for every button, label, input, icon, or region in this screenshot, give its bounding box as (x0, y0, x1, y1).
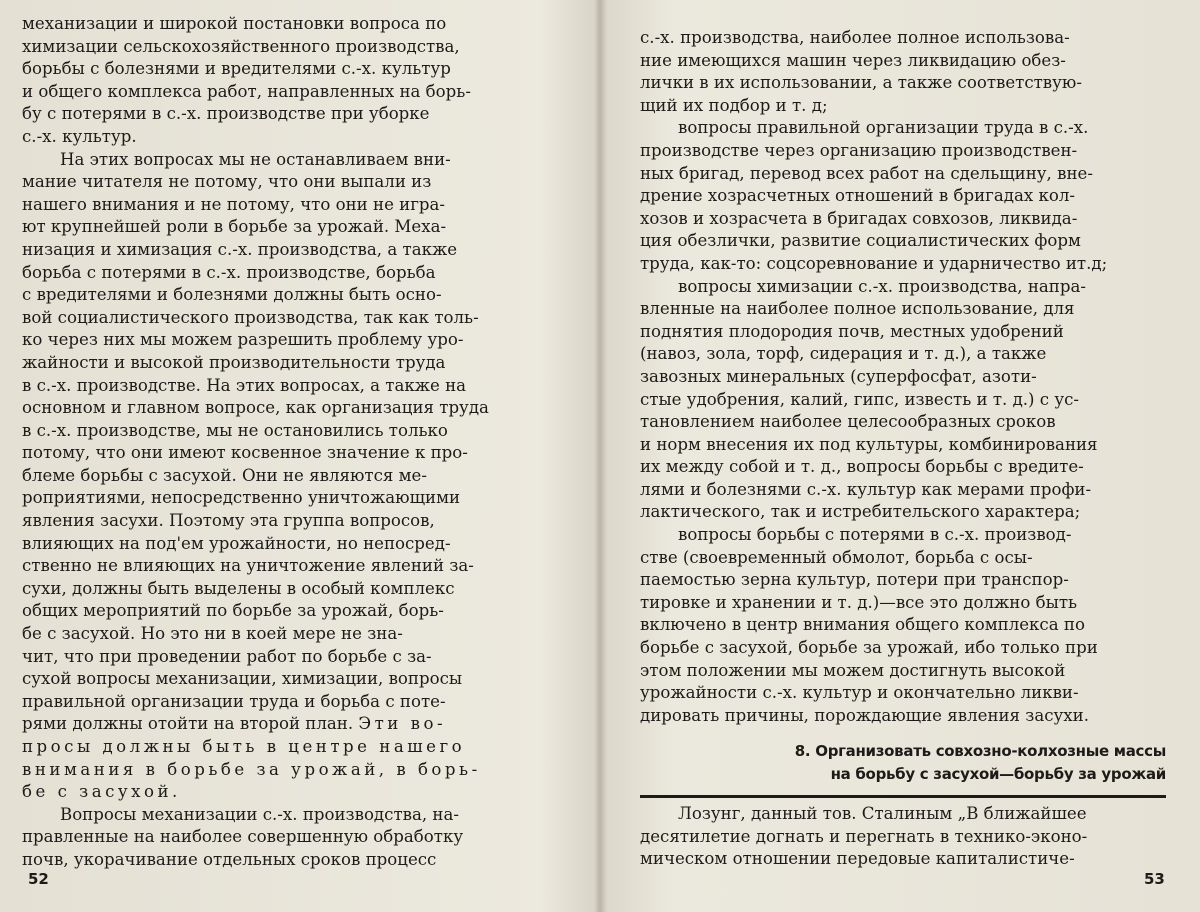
text-line-spaced: просы должны быть в центре нашего (22, 737, 466, 756)
section-rule (640, 795, 1166, 798)
text-line: ют крупнейшей роли в борьбе за урожай. Меха- (22, 217, 447, 237)
spaced-emphasis: Эти во- (358, 714, 447, 734)
text-line: с.-х. производства, наиболее полное использова- (640, 28, 1070, 47)
text-line: тировке и хранении и т. д.)—все это должно быть (640, 592, 1078, 612)
text-line: хозов и хозрасчета в бригадах совхозов, ликвида- (640, 208, 1078, 228)
text-line: в с.-х. производстве. На этих вопросах, а также на (22, 375, 467, 395)
text-line: блеме борьбы с засухой. Они не являются ме- (22, 465, 427, 485)
text-line: включено в центр внимания общего комплекса по (640, 615, 1085, 635)
text-line: правленные на наиболее совершенную обработку (22, 827, 464, 847)
text-line: чит, что при проведении работ по борьбе с за- (22, 646, 432, 666)
right-page-text (640, 27, 1164, 727)
text-line: с.-х. культур. (22, 126, 137, 146)
section-heading-line: на борьбу с засухой—борьбу за урожай (830, 765, 1166, 783)
text-line: (навоз, зола, торф, сидерация и т. д.), а также (640, 344, 1047, 364)
text-line: ственно не влияющих на уничтожение явлений за- (22, 556, 474, 576)
text-line: щий их подбор и т. д; (640, 95, 828, 115)
text-line: явления засухи. Поэтому эта группа вопросов, (22, 511, 435, 531)
text-line: правильной организации труда и борьба с поте- (22, 691, 446, 711)
right-page-lower-text (640, 803, 1164, 871)
text-line: в с.-х. производстве, мы не остановились только (22, 420, 448, 440)
text-line: лички в их использовании, а также соответствую- (640, 73, 1082, 93)
text-line: роприятиями, непосредственно уничтожающими (22, 488, 461, 508)
text-line: ние имеющихся машин через ликвидацию обез- (640, 50, 1066, 70)
text-line: нашего внимания и не потому, что они не игра- (22, 194, 446, 214)
section-heading (646, 740, 1166, 786)
text-line: вленные на наиболее полное использование, для (640, 299, 1075, 319)
text-line: лактического, так и истребительского характера; (640, 502, 1081, 522)
text-line-spaced: бе с засухой. (22, 782, 181, 802)
left-page-text (22, 13, 562, 872)
text-line: мическом отношении передовые капиталистиче- (640, 849, 1075, 869)
text-line: лями и болезнями с.-х. культур как мерами профи- (640, 479, 1092, 499)
text-line: ция обезлички, развитие социалистических форм (640, 231, 1081, 251)
page-number-left: 52 (28, 870, 49, 888)
section-heading-line: 8. Организовать совхозно-колхозные массы (794, 742, 1166, 760)
text-line: стве (своевременный обмолот, борьба с осы- (640, 547, 1033, 567)
text-line: тановлением наиболее целесообразных сроков (640, 412, 1056, 432)
text-line: дировать причины, порождающие явления засухи. (640, 705, 1089, 725)
text-line: борьбе с засухой, борьбе за урожай, ибо только при (640, 638, 1098, 658)
text-line: химизации сельскохозяйственного производства, (22, 36, 460, 56)
text-line: почв, укорачивание отдельных сроков процесс (22, 849, 437, 869)
text-line: ных бригад, перевод всех работ на сдельщину, вне- (640, 163, 1093, 183)
text-line: низация и химизация с.-х. производства, а также (22, 239, 458, 259)
text-line: борьба с потерями в с.-х. производстве, борьба (22, 262, 436, 282)
text-line: основном и главном вопросе, как организация труда (22, 398, 489, 418)
text-line: этом положении мы можем достигнуть высокой (640, 660, 1066, 680)
text-line: влияющих на под'ем урожайности, но непосред- (22, 533, 451, 553)
text-line: десятилетие догнать и перегнать в технико-эконо- (640, 826, 1088, 846)
text-line: вой социалистического производства, так как толь- (22, 307, 479, 327)
text-line: сухой вопросы механизации, химизации, вопросы (22, 669, 463, 689)
right-page (600, 0, 1200, 912)
text-line: На этих вопросах мы не останавливаем вни- (60, 149, 451, 169)
text-line: завозных минеральных (суперфосфат, азоти- (640, 366, 1037, 386)
text-line: и норм внесения их под культуры, комбинирования (640, 434, 1098, 454)
page-number-right: 53 (1144, 870, 1165, 888)
text-line: дрение хозрасчетных отношений в бригадах кол- (640, 186, 1076, 206)
text-line (22, 713, 562, 736)
text-line: борьбы с болезнями и вредителями с.-х. культур (22, 59, 451, 79)
text-line: ко через них мы можем разрешить проблему уро- (22, 330, 464, 350)
text-line: сухи, должны быть выделены в особый комплекс (22, 578, 455, 598)
text-line: жайности и высокой производительности труда (22, 352, 446, 372)
text-line: Вопросы механизации с.-х. производства, на- (60, 804, 459, 824)
text-line: и общего комплекса работ, направленных на борь- (22, 81, 471, 101)
text-line: Лозунг, данный тов. Сталиным „В ближайшее (678, 804, 1087, 823)
text-line: общих мероприятий по борьбе за урожай, борь- (22, 601, 444, 621)
text-line: бе с засухой. Но это ни в коей мере не зна- (22, 624, 403, 644)
text-fragment: рями должны отойти на второй план. (22, 714, 354, 734)
text-line: потому, что они имеют косвенное значение к про- (22, 443, 468, 463)
text-line: вопросы химизации с.-х. производства, напра- (678, 276, 1086, 296)
text-line: механизации и широкой постановки вопроса по (22, 14, 447, 33)
text-line: вопросы борьбы с потерями в с.-х. производ- (678, 525, 1072, 545)
text-line: производстве через организацию производствен- (640, 140, 1078, 160)
text-line: бу с потерями в с.-х. производстве при уборке (22, 104, 430, 124)
text-line: стые удобрения, калий, гипс, известь и т. д.) с ус- (640, 389, 1080, 409)
text-line: их между собой и т. д., вопросы борьбы с вредите- (640, 457, 1084, 477)
text-line-spaced: внимания в борьбе за урожай, в борь- (22, 759, 481, 779)
text-line: с вредителями и болезнями должны быть осно- (22, 285, 442, 305)
text-line: урожайности с.-х. культур и окончательно ликви- (640, 683, 1079, 703)
text-line: вопросы правильной организации труда в с.-х. (678, 118, 1089, 138)
text-line: паемостью зерна культур, потери при транспор- (640, 570, 1069, 590)
text-line: мание читателя не потому, что они выпали из (22, 172, 432, 192)
text-line: труда, как-то: соцсоревнование и ударничество ит.д; (640, 253, 1108, 273)
text-line: поднятия плодородия почв, местных удобрений (640, 321, 1064, 341)
